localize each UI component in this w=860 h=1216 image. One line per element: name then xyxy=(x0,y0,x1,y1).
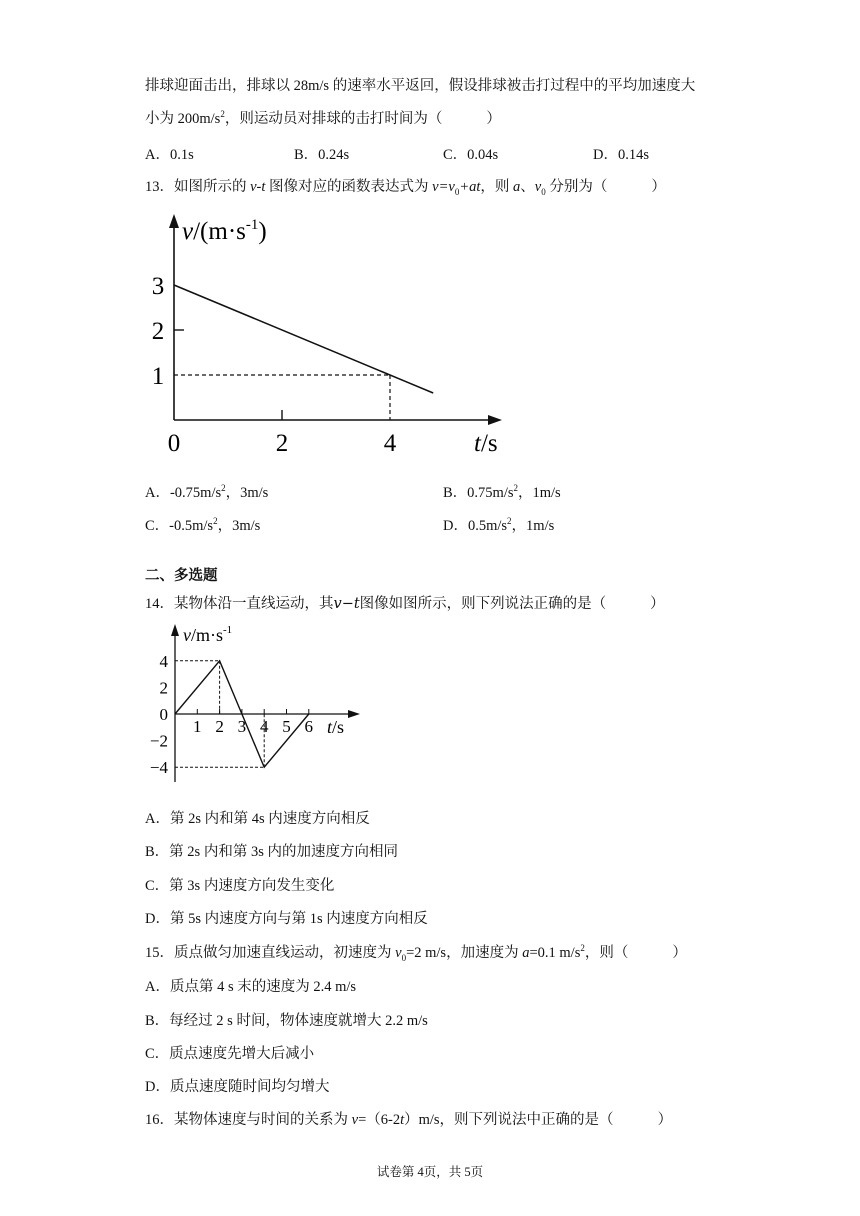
q14-xtick-label: 1 xyxy=(193,717,202,736)
q13-option-c: C．$-0.5m/s^2$，3m/s xyxy=(145,516,261,534)
q13-x-axis xyxy=(174,415,502,425)
q14-xtick-label: 6 xyxy=(304,717,314,736)
q14-x-axis-label: t/s xyxy=(327,717,345,737)
q13-ytick-label: 3 xyxy=(151,273,165,300)
q13-x-axis-label: t/s xyxy=(474,430,498,457)
q12-option-b: B．0.24s xyxy=(294,147,350,163)
q14-ytick-label: −4 xyxy=(149,758,168,778)
q14-vt-chart xyxy=(140,618,370,788)
q14-option-d: D．第 5s 内速度方向与第 1s 内速度方向相反 xyxy=(145,911,428,927)
q14-xtick-label: 2 xyxy=(215,717,224,736)
q15-option-a: A．质点第 4 s 末的速度为 2.4 m/s xyxy=(145,979,357,995)
page-footer: 试卷第 4页，共 5页 xyxy=(376,1165,484,1179)
q14-ytick-label: 4 xyxy=(159,651,168,671)
q14-ytick-label: 2 xyxy=(159,678,168,698)
q14-xtick-label: 3 xyxy=(237,717,247,736)
q13-velocity-line xyxy=(174,285,433,393)
q13-vt-chart xyxy=(140,205,520,465)
q14-option-b: B．第 2s 内和第 3s 内的加速度方向相同 xyxy=(145,844,398,860)
q13-stem: 13．如图所示的 v-t 图像对应的函数表达式为 $v=v_0+at$，则 a、$v_0$ 分别为（ ） xyxy=(145,179,666,197)
q13-option-a: A．$-0.75m/s^2$，3m/s xyxy=(145,483,269,501)
q13-ytick-label: 1 xyxy=(151,363,165,390)
q12-option-d: D．0.14s xyxy=(593,147,649,163)
q14-y-axis xyxy=(171,624,179,782)
q12-stem-line1: 排球迎面击出，排球以 28m/s 的速率水平返回，假设排球被击打过程中的平均加速度大 xyxy=(145,78,696,94)
section-heading: 二、多选题 xyxy=(145,568,218,584)
q13-ytick-label: 2 xyxy=(151,318,165,345)
q14-option-a: A．第 2s 内和第 4s 内速度方向相反 xyxy=(145,811,370,827)
q14-xtick-label: 4 xyxy=(259,717,269,736)
q15-option-b: B．每经过 2 s 时间，物体速度就增大 2.2 m/s xyxy=(145,1013,428,1029)
q13-xtick-label: 4 xyxy=(383,430,397,457)
q14-xtick-label: 5 xyxy=(282,717,291,736)
q13-y-axis xyxy=(169,214,179,420)
q12-option-a: A．0.1s xyxy=(145,147,194,163)
q13-xtick-label: 0 xyxy=(167,430,181,457)
q14-stem: 14．某物体沿一直线运动，其v−t图像如图所示，则下列说法正确的是（ ） xyxy=(145,596,665,612)
q14-y-axis-label: $v/m\cdot s^{-1}$ xyxy=(183,624,233,645)
q15-stem: 15．质点做匀加速直线运动，初速度为 $v_0=2$ m/s，加速度为 a=0.1 $m/s^2$，则（ ） xyxy=(145,943,687,963)
q15-option-c: C．质点速度先增大后减小 xyxy=(145,1046,315,1062)
q13-option-b: B．$0.75m/s^2$，1m/s xyxy=(443,483,561,501)
q12-stem-line2: 小为 $200m/s^2$，则运动员对排球的击打时间为（ ） xyxy=(145,109,501,127)
q14-ytick-label: 0 xyxy=(159,705,168,724)
q14-option-c: C．第 3s 内速度方向发生变化 xyxy=(145,878,335,894)
q14-ytick-label: −2 xyxy=(149,731,168,751)
q13-y-axis-label: $v/(m\cdot s^{-1})$ xyxy=(182,217,267,245)
q16-stem: 16．某物体速度与时间的关系为 v=（6-2t）m/s，则下列说法中正确的是（ ） xyxy=(145,1112,673,1128)
q12-option-c: C．0.04s xyxy=(443,147,499,163)
q13-xtick-label: 2 xyxy=(275,430,289,457)
q15-option-d: D．质点速度随时间均匀增大 xyxy=(145,1079,330,1095)
q13-option-d: D．$0.5m/s^2$，1m/s xyxy=(443,516,555,534)
